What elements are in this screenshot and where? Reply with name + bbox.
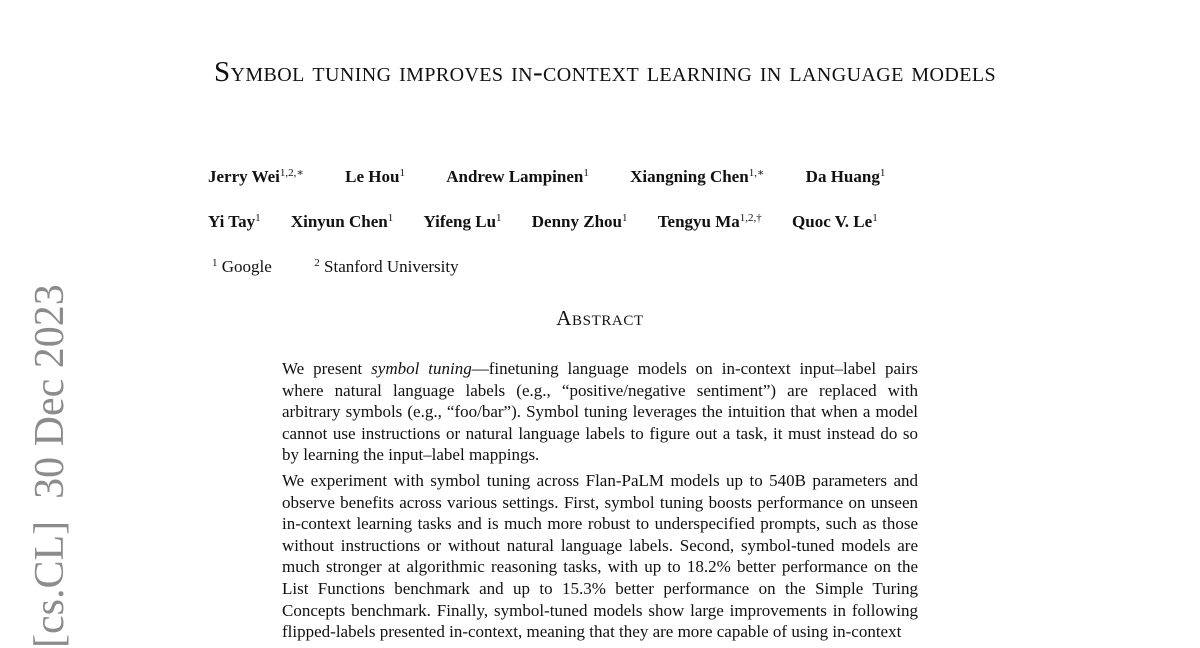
author: Le Hou$^1$	[345, 167, 405, 186]
author: Jerry Wei$^{1,2,∗}$	[208, 167, 304, 186]
paper-title: Symbol tuning improves in-context learning in language models	[214, 56, 996, 88]
abstract-paragraph-2: We experiment with symbol tuning across Flan-PaLM models up to 540B parameters and observe benefits across various settings. First, symbol tuning boosts performance on unseen in-context learning tasks and is much more robust to underspecified prompts, such as those without instructions or without natural language labels. Second, symbol-tuned models are much stronger at algorithmic reasoning tasks, with up to 18.2% better performance on the List Functions benchmark and up to 15.3% better performance on the Simple Turing Concepts benchmark. Finally, symbol-tuned models show large improvements in following flipped-labels presented in-context, meaning that they are more capable of using in-context	[282, 470, 918, 642]
author: Xiangning Chen$^{1,∗}$	[630, 167, 765, 186]
abstract-paragraph-1: We present symbol tuning—finetuning language models on in-context input–label pairs where natural language labels (e.g., “positive/negative sentiment”) are replaced with arbitrary symbols (e.g., “foo/bar”). Symbol tuning leverages the intuition that when a model cannot use instructions or natural language labels to figure out a task, it must instead do so by learning the input–label mappings.	[282, 359, 919, 465]
abstract-heading: Abstract	[556, 306, 644, 330]
author-list-row-2	[208, 212, 878, 232]
author-list-row-1	[208, 166, 885, 187]
author: Da Huang$^1$	[805, 167, 886, 186]
arxiv-category: [cs.CL]	[27, 520, 73, 648]
author: Andrew Lampinen$^1$	[446, 167, 589, 186]
affiliation: $^1$ Google	[212, 257, 272, 276]
abstract-body	[282, 358, 918, 647]
affiliation: $^2$ Stanford University	[314, 257, 459, 276]
author: Denny Zhou$^1$	[531, 212, 628, 231]
author: Yi Tay$^1$	[208, 212, 261, 231]
affiliations	[212, 257, 459, 277]
author: Tengyu $Ma^{1,2,\dagger}$	[657, 212, 762, 231]
author: Yifeng Lu$^1$	[423, 212, 502, 231]
arxiv-date: 30 Dec 2023	[27, 284, 73, 499]
author: Xinyun Chen$^1$	[290, 212, 394, 231]
arxiv-sidebar-stamp	[22, 284, 82, 648]
author: Quoc V. Le$^1$	[792, 212, 878, 231]
